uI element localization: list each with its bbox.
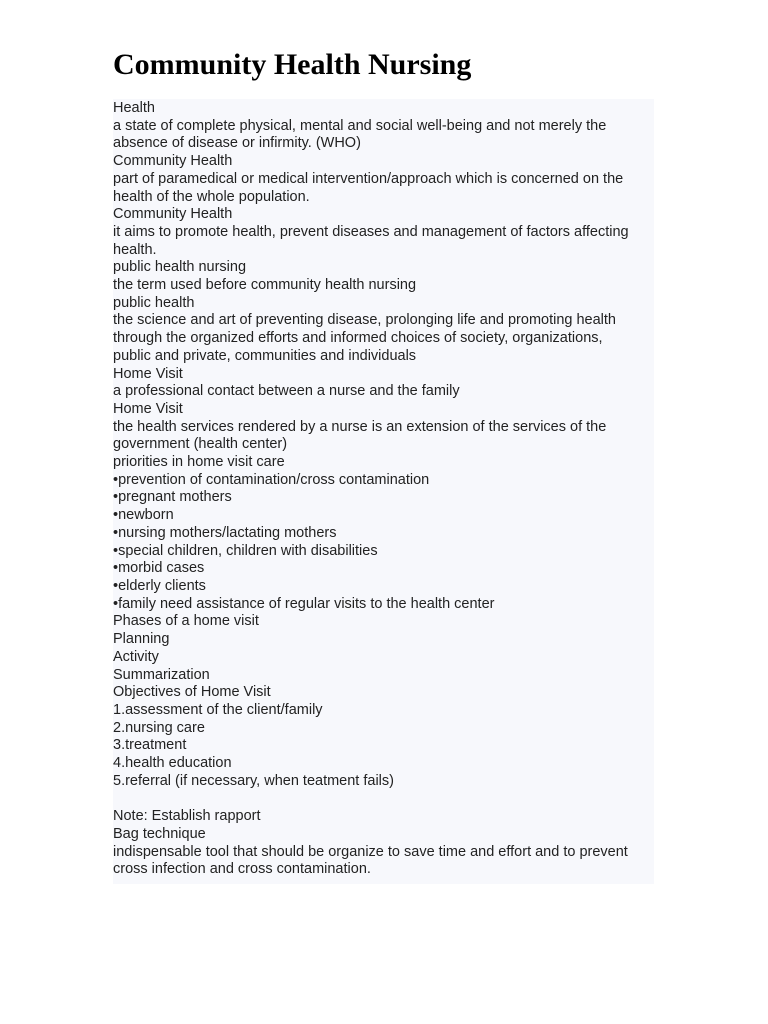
text-line: 2.nursing care — [113, 719, 205, 736]
text-line: •special children, children with disabilities — [113, 542, 378, 559]
text-line: Note: Establish rapport — [113, 808, 261, 825]
text-line: public and private, communities and individuals — [113, 347, 417, 364]
text-line: public health nursing — [113, 259, 247, 276]
text-line: part of paramedical or medical intervention/approach which is concerned on the — [113, 170, 624, 187]
text-line: 5.referral (if necessary, when teatment fails) — [113, 772, 394, 789]
text-line: health of the whole population. — [113, 188, 310, 205]
text-line: health. — [113, 241, 157, 258]
page-title: Community Health Nursing — [113, 48, 472, 81]
text-line: public health — [113, 294, 195, 311]
blank-line — [113, 790, 654, 808]
text-line: •prevention of contamination/cross contamination — [113, 471, 430, 488]
text-line: Activity — [113, 648, 159, 665]
text-line: •nursing mothers/lactating mothers — [113, 524, 337, 541]
text-line: absence of disease or infirmity. (WHO) — [113, 135, 361, 152]
text-line: 3.treatment — [113, 737, 187, 754]
text-line: a professional contact between a nurse and the family — [113, 383, 460, 400]
text-line: Phases of a home visit — [113, 613, 259, 630]
text-line: •newborn — [113, 507, 174, 524]
text-line: •elderly clients — [113, 577, 206, 594]
notes-text-block — [113, 99, 654, 884]
text-line: Health — [113, 100, 155, 116]
text-line: it aims to promote health, prevent diseases and management of factors affecting — [113, 223, 629, 240]
text-line: •family need assistance of regular visits to the health center — [113, 595, 495, 612]
text-line: the health services rendered by a nurse is an extension of the services of the — [113, 418, 607, 435]
text-line: Home Visit — [113, 365, 183, 382]
text-line: •morbid cases — [113, 560, 205, 577]
text-line: the term used before community health nursing — [113, 277, 417, 294]
text-line: Summarization — [113, 666, 210, 683]
text-line: Home Visit — [113, 400, 183, 417]
text-line: Objectives of Home Visit — [113, 684, 271, 701]
text-line: 4.health education — [113, 755, 232, 772]
text-line: priorities in home visit care — [113, 454, 285, 471]
text-line: Planning — [113, 631, 170, 648]
text-line: 1.assessment of the client/family — [113, 701, 323, 718]
text-line: Bag technique — [113, 825, 206, 842]
text-line: •pregnant mothers — [113, 489, 232, 506]
text-line: through the organized efforts and informed choices of society, organizations, — [113, 330, 603, 347]
text-line: Community Health — [113, 153, 233, 170]
text-line: a state of complete physical, mental and social well-being and not merely the — [113, 117, 607, 134]
text-line: government (health center) — [113, 436, 288, 453]
text-line: Community Health — [113, 206, 233, 223]
text-line: indispensable tool that should be organize to save time and effort and to prevent — [113, 843, 628, 860]
text-line: cross infection and cross contamination. — [113, 861, 371, 878]
text-line: the science and art of preventing disease, prolonging life and promoting health — [113, 312, 616, 329]
